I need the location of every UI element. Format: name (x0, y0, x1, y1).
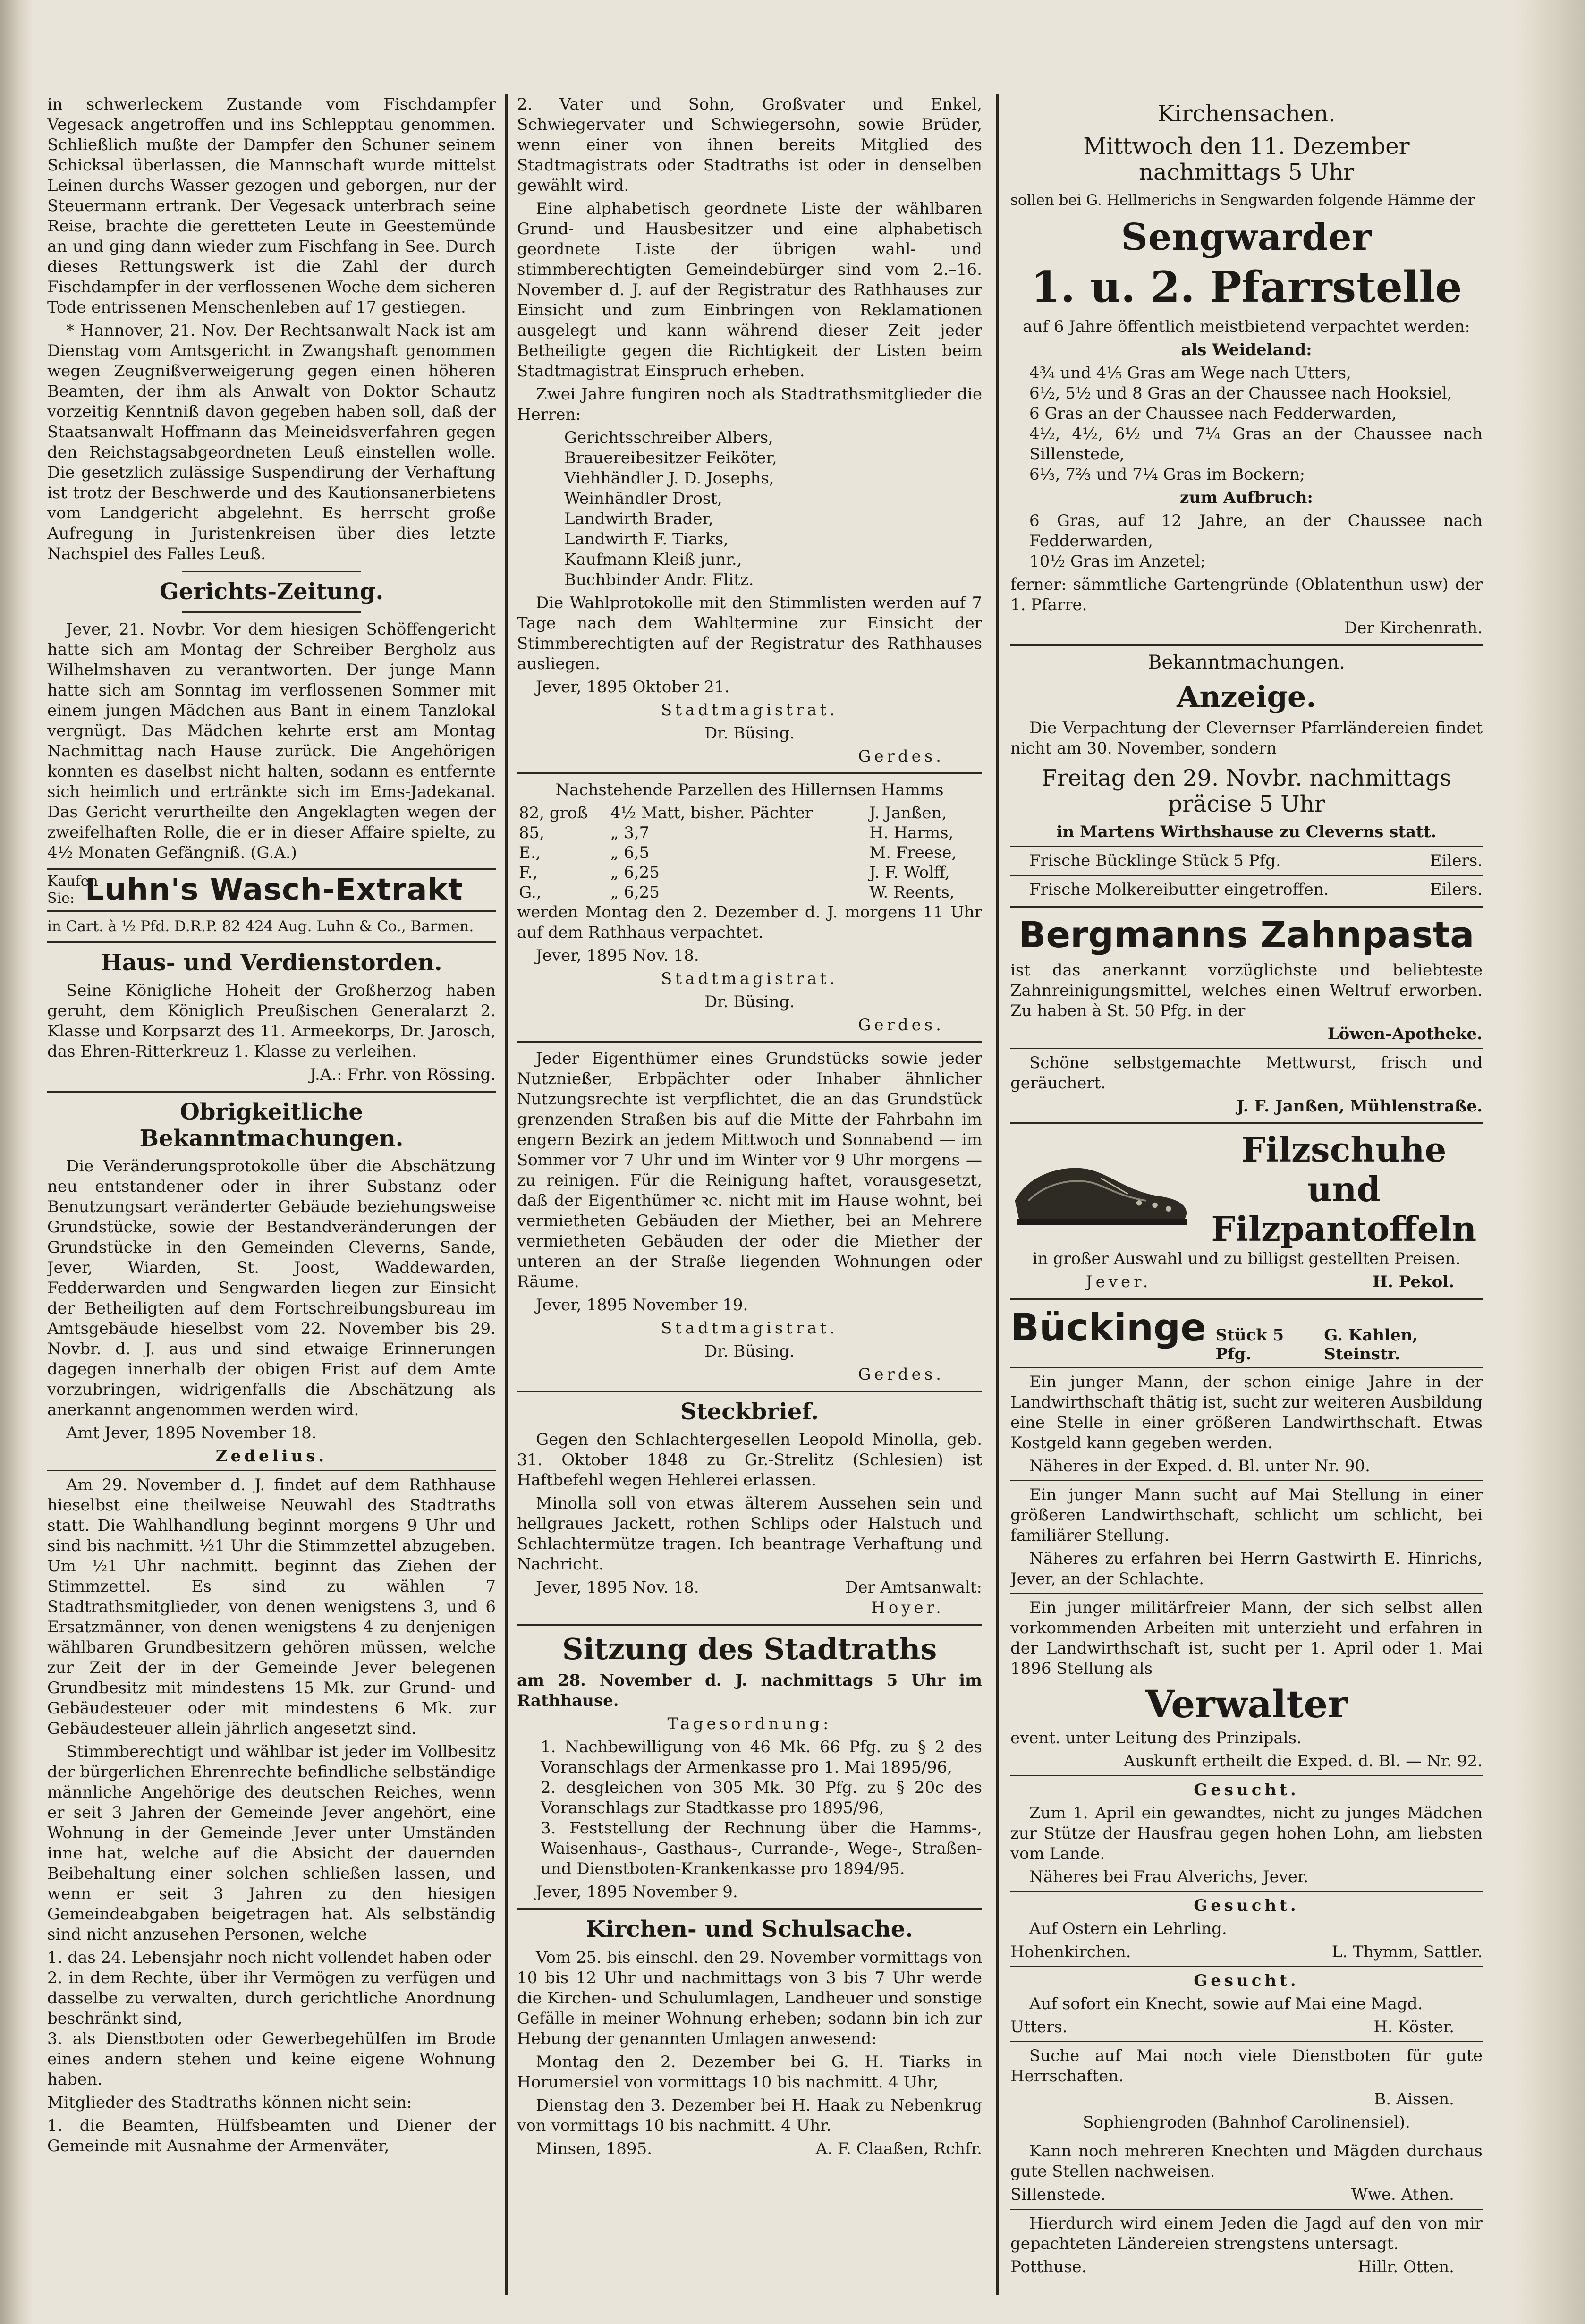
ks-intro: sollen bei G. Hellmerichs in Sengwarden folgende Hämme der (1010, 191, 1475, 209)
buckinge-signature: G. Kahlen, Steinstr. (1324, 1325, 1418, 1364)
divider (517, 1908, 982, 1910)
divider (47, 941, 496, 943)
column-middle (517, 94, 982, 2304)
divider (1010, 1480, 1483, 1481)
ges3-sigrow (1010, 2017, 1483, 2037)
table-cell: M. Freese, (869, 843, 957, 862)
filz-signature: H. Pekol. (1372, 1272, 1454, 1291)
steck-text: Gegen den Schlachtergesellen Leopold Minolla, geb. 31. Oktober 1848 zu Gr.-Strelitz (Schlesien) ist Haftbefehl wegen Hehlerei erlassen. (517, 1430, 982, 1490)
verw-ref: Auskunft ertheilt die Exped. d. Bl. — Nr. 92. (1123, 1751, 1483, 1771)
column-rule (505, 94, 508, 2295)
page-edge-left (0, 0, 33, 2324)
parz-foot: werden Montag den 2. Dezember d. J. morgens 11 Uhr auf dem Rathhaus verpachtet. (517, 903, 982, 942)
buckinge-title: Bückinge (1010, 1305, 1206, 1349)
knecht-location: Sillenstede. (1010, 2185, 1106, 2204)
title-pfarrstelle: 1. u. 2. Pfarrstelle (1031, 262, 1462, 313)
section-title-orden: Haus- und Verdienstorden. (101, 950, 442, 976)
table-cell: „ 6,25 (610, 883, 660, 902)
mitglieder-item: 1. die Beamten, Hülfsbeamten und Diener der Gemeinde mit Ausnahme der Armenväter, (47, 2116, 496, 2155)
parz-head: Nachstehende Parzellen des Hillernsen Hamms (555, 780, 944, 799)
list-item: 2. desgleichen von 305 Mk. 30 Pfg. zu § 20c des Voranschlags zur Stadtkasse pro 1895/96, (541, 1778, 982, 1818)
mitglieder-text: Mitglieder des Stadtraths können nicht sein: (47, 2093, 412, 2112)
stadtmagistrat: Stadtmagistrat. (661, 969, 838, 988)
filz-title-1: Filzschuhe und (1241, 1129, 1447, 1209)
column-right (1010, 94, 1483, 2304)
steck-sigrow (517, 1578, 982, 1598)
list-item: 4¾ und 4⅕ Gras am Wege nach Utters, (1029, 363, 1351, 382)
bucklinge-text: Frische Bücklinge Stück 5 Pfg. (1029, 851, 1281, 871)
kirch-text: Vom 25. bis einschl. den 29. November vormittags von 10 bis 12 Uhr und nachmittags von 3 bis 7 Uhr werde die Kirchen- und Schulumlagen, Landheuer und sonstige Gefälle in meiner Wohnung erheben; sodann bin ich zur Hebung der genannten Umlagen anwesend: (517, 1948, 982, 2048)
pfarr-text: auf 6 Jahre öffentlich meistbietend verpachtet werden: (1023, 317, 1470, 336)
herren-list (517, 428, 982, 590)
mann2-ref: Näheres zu erfahren bei Herrn Gastwirth E. Hinrichs, Jever, an der Schlachte. (1010, 1549, 1483, 1588)
molkerei-text: Frische Molkereibutter eingetroffen. (1029, 880, 1329, 899)
anzeige-text: Die Verpachtung der Clevernser Pfarrländereien findet nicht am 30. November, sondern (1010, 719, 1483, 758)
table-cell: W. Reents, (869, 883, 955, 902)
divider (1010, 1122, 1483, 1124)
date: Jever, 1895 Nov. 18. (536, 946, 699, 965)
table-cell: H. Harms, (869, 823, 954, 842)
section-title-bekanntmachungen: Bekanntmachungen. (1148, 651, 1345, 673)
stadtmagistrat: Stadtmagistrat. (661, 1319, 838, 1338)
mann1-ref: Näheres in der Exped. d. Bl. unter Nr. 90. (1029, 1456, 1370, 1476)
parz-table (517, 803, 982, 902)
steck-text-2: Minolla soll von etwas älterem Aussehen sein und hellgraues Jackett, rothen Schlips oder Halstuch und Schlachtermütze tragen. Ich beantrage Verhaftung und Nachricht. (517, 1494, 982, 1574)
ad-molkerei (1010, 880, 1483, 900)
jagd-sigrow (1010, 2257, 1483, 2277)
table-row (517, 882, 982, 902)
obrig-text: Die Veränderungsprotokolle über die Abschätzung neu entstandener oder in ihrer Substanz oder Benutzungsart veränderter Gebäude beziehungsweise Grundstücke, sowie der Bestandveränderungen der Grundstücke in den Gemeinden Cleverns, Sande, Jever, Wiarden, St. Joost, Waddewarden, Fedderwarden und Sengwarden liegen zur Einsicht der Betheiligten auf dem Fortschreibungsbureau im Amtsgebäude hieselbst vom 22. November bis 29. Novbr. d. J. aus und sind etwaige Erinnerungen dagegen innerhalb der obigen Frist auf dem Amte vorzubringen, widrigenfalls die Abschätzung als anerkannt angenommen werden wird. (47, 1156, 496, 1419)
verw-text: event. unter Leitung des Prinzipals. (1010, 1728, 1302, 1747)
stimm-list (47, 1948, 496, 2090)
such-signature: B. Aissen. (1374, 2089, 1454, 2109)
mann1-text: Ein junger Mann, der schon einige Jahre in der Landwirthschaft thätig ist, sucht zur weiteren Ausbildung eine Stelle in einer größeren Landwirthschaft. Etwas Kostgeld kann gegeben werden. (1010, 1372, 1483, 1452)
obrig-date: Amt Jever, 1895 November 18. (66, 1423, 317, 1442)
shoe-icon (1010, 1145, 1191, 1234)
knecht-signature: Wwe. Athen. (1351, 2185, 1454, 2204)
sitz-sub: am 28. November d. J. nachmittags 5 Uhr im Rathhause. (517, 1671, 982, 1711)
article-gericht: Jever, 21. Novbr. Vor dem hiesigen Schöffengericht hatte sich am Montag der Schreiber Bergholz aus Wilhelmshaven zu verantworten. Der junge Mann hatte sich am Sonntag im verflossenen Sommer mit einem jungen Mädchen aus Bant in einem Tanzlokal vergnügt. Das Mädchen kehrte erst am Montag Nachmittag nach Hause zurück. Die Angehörigen konnten es daselbst nicht halten, sodann es entfernte sich heimlich und ertränkte sich im Ems-Jadekanal. Das Gericht verurtheilte den Angeklagten wegen der zweifelhaften Rolle, die er in dieser Affaire spielte, zu 4½ Monaten Gefängniß. (G.A.) (47, 620, 496, 863)
molkerei-sig: Eilers. (1430, 880, 1483, 899)
weide-list (1010, 363, 1483, 485)
divider (1010, 846, 1483, 847)
list-item: 4½, 4½, 6½ und 7¼ Gras an der Chaussee nach Sillenstede, (1029, 424, 1483, 464)
bucklinge-sig: Eilers. (1430, 851, 1483, 871)
divider (517, 772, 982, 774)
divider (517, 1624, 982, 1626)
list-item: Brauereibesitzer Feiköter, (564, 449, 777, 467)
divider (1010, 1593, 1483, 1594)
orden-text: Seine Königliche Hoheit der Großherzog haben geruht, dem Königlich Preußischen Generalarzt 2. Klasse und Korpsarzt des 11. Armeekorps, Dr. Jarosch, das Ehren-Ritterkreuz 1. Klasse zu verleihen. (47, 981, 496, 1061)
title-sengwarder: Sengwarder (1121, 215, 1372, 259)
ges1-ref: Näheres bei Frau Alverichs, Jever. (1029, 1867, 1309, 1886)
ges2-sigrow (1010, 1942, 1483, 1962)
steck-date: Jever, 1895 Nov. 18. (536, 1578, 699, 1597)
table-cell: F., (519, 863, 538, 882)
divider (47, 1470, 496, 1471)
list-item: 10½ Gras im Anzetel; (1029, 551, 1206, 571)
list-item: Kaufmann Kleiß junr., (564, 550, 742, 569)
ad-luhn-kaufen: Kaufen Sie: (47, 873, 98, 907)
divider (182, 611, 361, 613)
knecht-text: Kann noch mehreren Knechten und Mägden durchaus gute Stellen nachweisen. (1010, 2141, 1483, 2181)
ges2-location: Hohenkirchen. (1010, 1942, 1131, 1961)
ges3-signature: H. Köster. (1373, 2017, 1454, 2036)
column-left (47, 94, 496, 2304)
tagesordnung: Tagesordnung: (667, 1714, 832, 1734)
signature-gerdes: Gerdes. (858, 747, 944, 766)
list-item: 3. Feststellung der Rechnung über die Hamms-, Waisenhaus-, Gasthaus-, Currande-, Wege-, Straßen- und Dienstboten-Krankenkasse pro 1894/95. (541, 1819, 982, 1879)
divider (1010, 1891, 1483, 1892)
gesucht-title: Gesucht. (1194, 1896, 1299, 1915)
aufbruch-label: zum Aufbruch: (1180, 488, 1313, 507)
wahl-text: Am 29. November d. J. findet auf dem Rathhause hieselbst eine theilweise Neuwahl des Stadtraths statt. Die Wahlhandlung beginnt morgens 9 Uhr und sind bis nachmitt. ½1 Uhr die Stimmzettel abzugeben. Um ½1 Uhr nachmitt. beginnt das Ziehen der Stimmzettel. Es sind zu wählen 7 Stadtrathsmitglieder, von denen wenigstens 3, und 6 Ersatzmänner, von denen wenigstens 4 zu denjenigen wählbaren Grundbesitzern gehören müssen, welche zur Zeit der in der Gemeinde Jever belegenen Grundbesitz mit mindestens 15 Mk. zur Grund- und Gebäudesteuer oder mit mindestens 6 Mk. zur Gebäudesteuer allein jährlich angesetzt sind. (47, 1475, 496, 1738)
ferner-text: ferner: sämmtliche Gartengründe (Oblatenthun usw) der 1. Pfarre. (1010, 575, 1483, 614)
section-title-kirchen-schul: Kirchen- und Schulsache. (586, 1916, 913, 1943)
section-title-obrigkeitliche: Obrigkeitliche Bekanntmachungen. (139, 1099, 404, 1152)
cont-text: 2. Vater und Sohn, Großvater und Enkel, Schwiegervater und Schwiegersohn, sowie Brüder, wenn einer von ihnen bereits Mitglied des Stadtmagistrats oder Stadtraths ist oder in denselben gewählt wird. (517, 95, 982, 195)
table-cell: E., (519, 843, 541, 862)
anzeige-location: in Martens Wirthshause zu Cleverns statt. (1056, 823, 1437, 842)
ad-luhn-sub: in Cart. à ½ Pfd. D.R.P. 82 424 Aug. Luhn & Co., Barmen. (47, 918, 474, 935)
table-row (517, 843, 982, 863)
table-row (517, 803, 982, 823)
kirch-sig: A. F. Claaßen, Rchfr. (815, 2139, 982, 2158)
orden-signature: J.A.: Frhr. von Rössing. (310, 1065, 496, 1085)
gesucht-title: Gesucht. (1194, 1780, 1299, 1799)
list-item: Viehhändler J. D. Josephs, (564, 469, 774, 488)
list-item: 6 Gras an der Chaussee nach Fedderwarden, (1029, 404, 1397, 423)
liste-text: Eine alphabetisch geordnete Liste der wählbaren Grund- und Hausbesitzer und eine alphabetisch geordnete Liste der übrigen wahl- und stimmberechtigten Gemeindebürger sind vom 2.–16. November d. J. auf der Registratur des Rathhauses zur Einsicht und zum Einbringen von Reklamationen ausgelegt und kann während dieser Zeit jeder Betheiligte gegen die Richtigkeit der Listen beim Stadtmagistrat Einspruch erheben. (517, 199, 982, 381)
jagd-location: Potthuse. (1010, 2257, 1087, 2276)
table-cell: 82, groß (519, 804, 588, 823)
buckinge-price: Stück 5 Pfg. (1215, 1325, 1284, 1364)
section-title-gericht: Gerichts-Zeitung. (159, 578, 384, 605)
mann2-text: Ein junger Mann sucht auf Mai Stellung in einer größeren Landwirthschaft, schlicht um schlicht, bei familiärer Stellung. (1010, 1485, 1483, 1545)
article-fischdampfer: in schwerleckem Zustande vom Fischdampfer Vegesack angetroffen und ins Schlepptau genommen. Schließlich mußte der Dampfer den Schuner seinem Schicksal überlassen, die Mannschaft wurde mittelst Leinen durchs Wasser gezogen und geborgen, nur der Steuermann ertrank. Der Vegesack unterbrach seine Reise, brachte die geretteten Leute in Geestemünde an und ging dann wieder zum Fischfang in See. Durch dieses Rettungswerk ist die Zahl der durch Fischdampfer in der verflossenen Woche dem sicheren Tode entrissenen Menschenleben auf 17 gestiegen. (47, 95, 496, 317)
table-row (517, 863, 982, 882)
stimm-text: Stimmberechtigt und wählbar ist jeder im Vollbesitz der bürgerlichen Ehrenrechte befindliche selbständige männliche Angehörige des deutschen Reiches, wenn er seit 3 Jahren der Gemeinde Jever angehört, eine Wohnung in der Gemeinde Jever unter Umständen inne hat, welche auf die Absicht der dauernden Beibehaltung einer solchen schließen lassen, und wenn er seit 3 Jahren zu den hiesigen Gemeindeabgaben beigetragen hat. Als selbständig sind nicht anzusehen Personen, welche (47, 1742, 496, 1944)
list-item: Landwirth F. Tiarks, (564, 530, 729, 549)
gesucht-title: Gesucht. (1194, 1971, 1299, 1990)
kirch-sigrow (517, 2139, 982, 2159)
ad-bucklinge (1010, 851, 1483, 871)
divider (517, 1391, 982, 1392)
divider (1010, 1367, 1483, 1368)
title-anzeige: Anzeige. (1177, 679, 1316, 714)
filz-text: in großer Auswahl und zu billigst gestellten Preisen. (1032, 1249, 1461, 1268)
column-rule (996, 94, 999, 2295)
table-cell: „ 3,7 (610, 823, 650, 842)
divider (1010, 1775, 1483, 1776)
table-cell: „ 6,5 (610, 843, 650, 862)
ad-filzschuhe (1010, 1130, 1483, 1249)
wahlprot-text: Die Wahlprotokolle mit den Stimmlisten werden auf 7 Tage nach dem Wahltermine zur Einsicht der Stimmberechtigten auf der Registratur des Rathhauses ausliegen. (517, 594, 982, 673)
filz-location: Jever. (1086, 1272, 1152, 1291)
divider (1010, 1298, 1483, 1300)
such-location: Sophiengroden (Bahnhof Carolinensiel). (1083, 2112, 1410, 2132)
kirchenrath-signature: Der Kirchenrath. (1344, 618, 1483, 637)
ad-buckinge (1010, 1306, 1483, 1364)
kirch-date: Minsen, 1895. (536, 2139, 653, 2158)
divider (1010, 2209, 1483, 2210)
list-item: 2. in dem Rechte, über ihr Vermögen zu verfügen und dasselbe zu verwalten, durch gerichtliche Anordnung beschränkt sind, (47, 1968, 496, 2028)
signature-busing: Dr. Büsing. (704, 724, 795, 743)
date: Jever, 1895 Oktober 21. (536, 678, 730, 696)
mett-text: Schöne selbstgemachte Mettwurst, frisch und geräuchert. (1010, 1053, 1483, 1093)
ges1-text: Zum 1. April ein gewandtes, nicht zu junges Mädchen zur Stütze der Hausfrau gegen hohen Lohn, am liebsten vom Lande. (1010, 1803, 1483, 1863)
divider (1010, 2041, 1483, 2042)
anzeige-date: Freitag den 29. Novbr. nachmittags präcise 5 Uhr (1041, 765, 1452, 818)
title-zahnpasta: Bergmanns Zahnpasta (1018, 914, 1475, 956)
list-item: 6 Gras, auf 12 Jahre, an der Chaussee nach Fedderwarden, (1029, 511, 1483, 551)
filz-sigrow (1010, 1272, 1483, 1292)
knecht-sigrow (1010, 2185, 1483, 2205)
divider (47, 1091, 496, 1093)
list-item: Buchbinder Andr. Flitz. (564, 570, 754, 589)
list-item: 6½, 5½ und 8 Gras an der Chaussee nach Hooksiel, (1029, 383, 1452, 403)
aufbruch-list (1010, 511, 1483, 572)
list-item: 1. Nachbewilligung von 46 Mk. 66 Pfg. zu § 2 des Voranschlags der Armenkasse pro 1. Mai 1895/96, (541, 1738, 982, 1777)
table-cell: „ 6,25 (610, 863, 660, 882)
signature-gerdes: Gerdes. (858, 1365, 944, 1384)
section-title-sitzung: Sitzung des Stadtraths (562, 1632, 937, 1667)
list-item: Weinhändler Drost, (564, 489, 722, 508)
steck-sig2: Hoyer. (871, 1598, 944, 1618)
table-cell: 85, (519, 823, 545, 842)
divider (1010, 1966, 1483, 1967)
divider (517, 1041, 982, 1043)
list-item: 1. das 24. Lebensjahr noch nicht vollendet haben oder (47, 1948, 491, 1967)
signature-gerdes: Gerdes. (858, 1016, 944, 1035)
title-verwalter: Verwalter (1145, 1681, 1348, 1726)
list-item: 3. als Dienstboten oder Gewerbegehülfen im Brode eines andern stehen und keine eigene Wohnung haben. (47, 2029, 496, 2089)
obrig-signature: Zedelius. (215, 1446, 328, 1466)
list-item: Gerichtsschreiber Albers, (564, 428, 773, 447)
mett-signature: J. F. Janßen, Mühlenstraße. (1237, 1096, 1483, 1116)
zwei-jahre-text: Zwei Jahre fungiren noch als Stadtrathsmitglieder die Herren: (517, 385, 982, 424)
tages-list (517, 1737, 982, 1879)
divider (1010, 1048, 1483, 1049)
jagd-signature: Hillr. Otten. (1357, 2257, 1454, 2276)
jagd-text: Hierdurch wird einem Jeden die Jagd auf den von mir gepachteten Ländereien strengstens untersagt. (1010, 2214, 1483, 2253)
divider (1010, 875, 1483, 876)
signature-busing: Dr. Büsing. (704, 1342, 795, 1361)
sitz-date: Jever, 1895 November 9. (536, 1883, 738, 1902)
signature-busing: Dr. Büsing. (704, 992, 795, 1011)
table-cell: 4½ Matt, bisher. Pächter (610, 804, 813, 823)
article-hannover: * Hannover, 21. Nov. Der Rechtsanwalt Nack ist am Dienstag vom Amtsgericht in Zwangshaft genommen wegen Zeugnißverweigerung gegen einen höheren Beamten, der ihm als Anwalt von Doktor Schautz vorzeitig Kenntniß davon gegeben haben soll, daß der Staatsanwalt Hoffmann das Meineidsverfahren gegen den Reichstagsabgeordneten Leuß einstellen wolle. Die gesetzlich zulässige Suspendirung der Verhaftung ist trotz der Beschwerde und des Kautionsanerbietens vom Landgericht abgelehnt. Es herrscht große Aufregung in Juristenkreisen über dies letzte Nachspiel des Falles Leuß. (47, 321, 496, 563)
ad-luhn-title: Luhn's Wasch-Extrakt (85, 873, 463, 908)
ks-date: Mittwoch den 11. Dezember nachmittags 5 Uhr (1083, 133, 1410, 186)
mann3-text: Ein junger militärfreier Mann, der sich selbst allen vorkommenden Arbeiten mit unterzieht und erfahren in der Landwirthschaft ist, sucht per 1. April oder 1. Mai 1896 Stellung als (1010, 1598, 1483, 1678)
zahn-signature: Löwen-Apotheke. (1327, 1024, 1483, 1043)
eigent-text: Jeder Eigenthümer eines Grundstücks sowie jeder Nutznießer, Erbpächter oder Inhaber ähnlicher Nutzungsrechte ist verpflichtet, die an das Grundstück grenzenden Straßen bis auf die Mitte der Fahrbahn im engern Bezirk an jedem Mittwoch und Sonnabend — im Sommer vor 7 Uhr und im Winter vor 9 Uhr morgens — zu reinigen. Für die Reinigung haftet, vorausgesetzt, daß der Eigenthümer ꝛc. nicht mit im Hause wohnt, bei vermietheten Gebäuden der Miether, bei an Mehrere vermietheten Gebäuden der oder die Miether der unteren an der Straße liegenden Wohnungen oder Räume. (517, 1049, 982, 1291)
such-text: Suche auf Mai noch viele Dienstboten für gute Herrschaften. (1010, 2046, 1483, 2086)
kirch-text-3: Dienstag den 3. Dezember bei H. Haak zu Nebenkrug von vormittags 10 bis nachmitt. 4 Uhr. (517, 2095, 982, 2135)
steck-sig1: Der Amtsanwalt: (845, 1578, 982, 1597)
date: Jever, 1895 November 19. (536, 1296, 748, 1315)
section-title-kirchensachen: Kirchensachen. (1157, 101, 1336, 127)
page-edge-right (1514, 0, 1585, 2324)
table-cell: J. Janßen, (869, 804, 947, 823)
table-cell: G., (519, 883, 542, 902)
list-item: 6⅓, 7⅔ und 7¼ Gras im Bockern; (1029, 465, 1305, 484)
section-title-steckbrief: Steckbrief. (680, 1399, 819, 1425)
zahn-text: ist das anerkannt vorzüglichste und beliebteste Zahnreinigungsmittel, welches einen Weltruf erworben. Zu haben à St. 50 Pfg. in der (1010, 960, 1483, 1020)
list-item: Landwirth Brader, (564, 509, 713, 528)
divider (1010, 906, 1483, 908)
weide-label: als Weideland: (1181, 340, 1312, 359)
divider (182, 571, 361, 572)
kirch-text-2: Montag den 2. Dezember bei G. H. Tiarks in Horumersiel von vormittags 10 bis nachmitt. 4 Uhr, (517, 2052, 982, 2092)
filz-title-2: Filzpantoffeln (1211, 1208, 1477, 1249)
ges3-location: Utters. (1010, 2017, 1068, 2036)
ges2-text: Auf Ostern ein Lehrling. (1029, 1919, 1227, 1938)
ad-luhn (47, 868, 496, 912)
table-row (517, 823, 982, 843)
ges3-text: Auf sofort ein Knecht, sowie auf Mai eine Magd. (1029, 1994, 1423, 2013)
stadtmagistrat: Stadtmagistrat. (661, 701, 838, 720)
table-cell: J. F. Wolff, (869, 863, 950, 882)
ges2-signature: L. Thymm, Sattler. (1331, 1942, 1483, 1961)
divider (1010, 644, 1483, 646)
